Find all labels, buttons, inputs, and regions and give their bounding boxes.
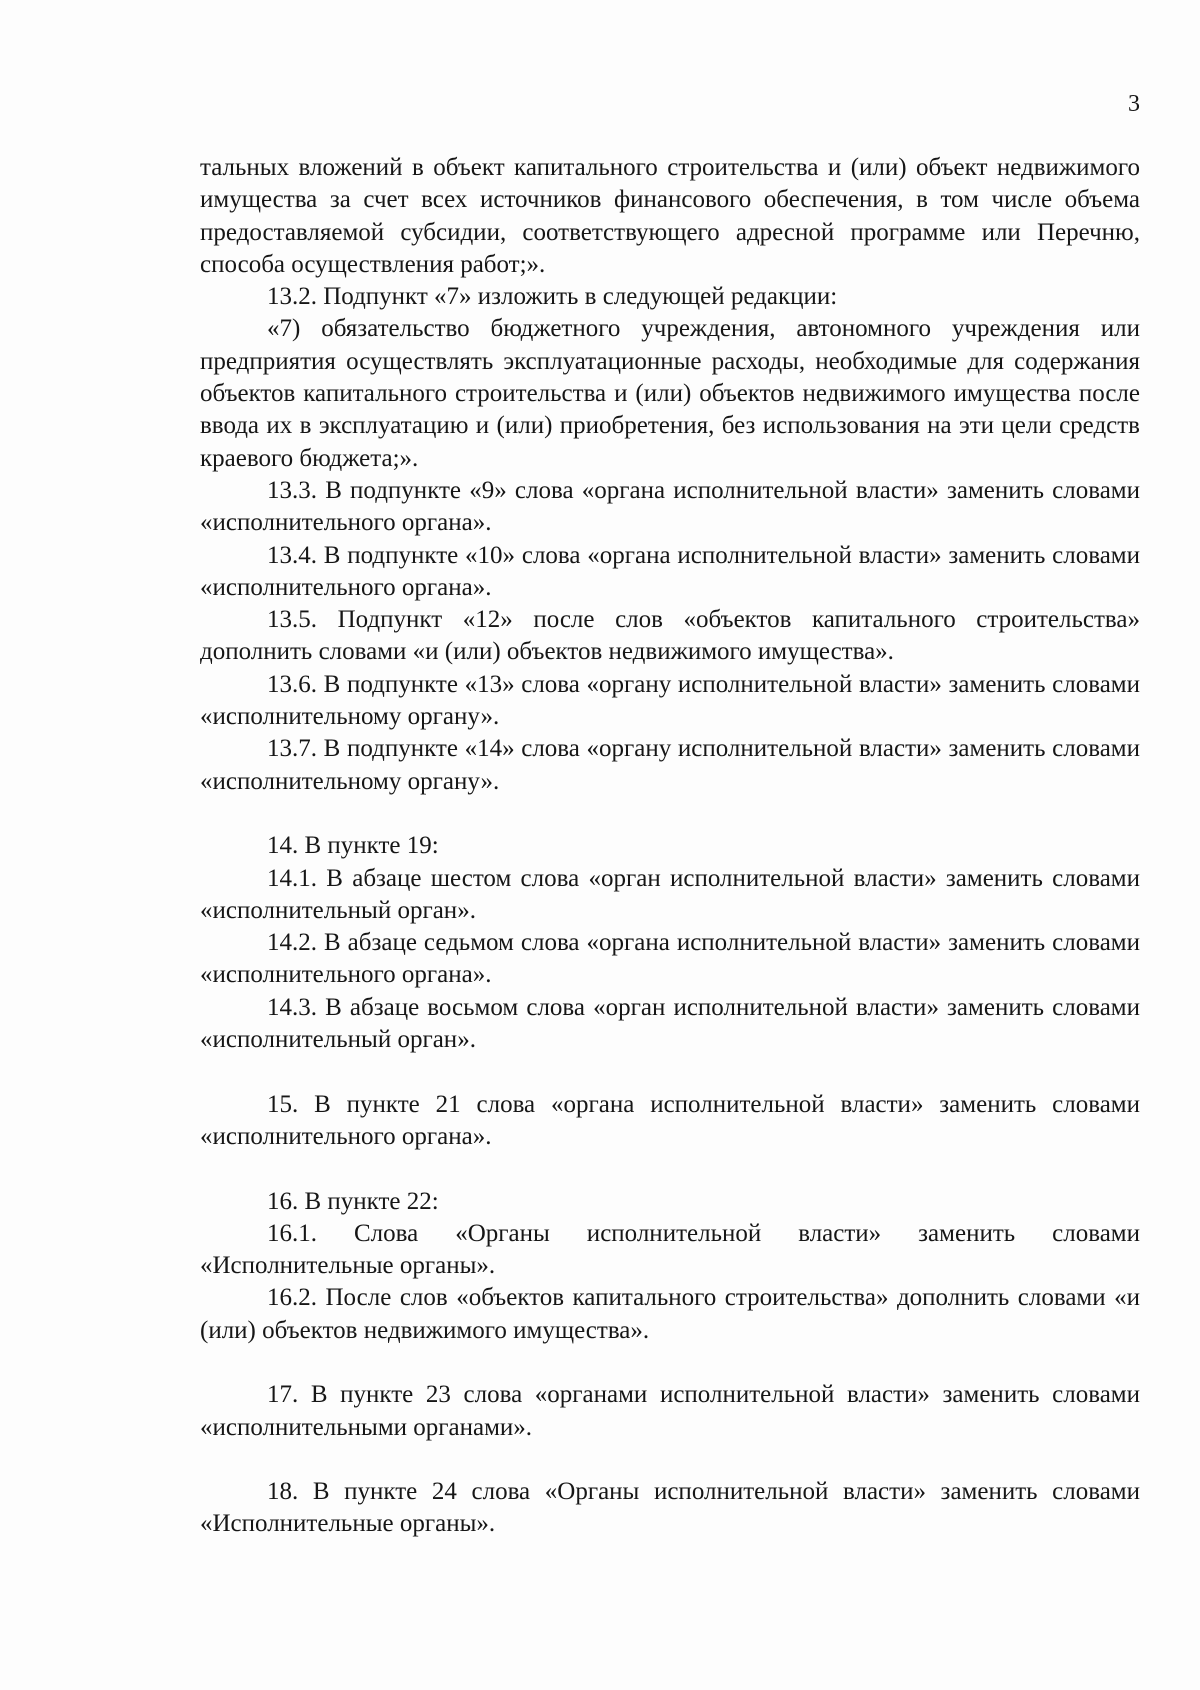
document-body (200, 152, 1140, 1541)
document-paragraph: 17. В пункте 23 слова «органами исполнительной власти» заменить словами «исполнительными органами». (200, 1381, 1140, 1441)
document-paragraph: 13.4. В подпункте «10» слова «органа исполнительной власти» заменить словами «исполнительного органа». (200, 541, 1140, 601)
document-paragraph: 14. В пункте 19: (267, 832, 439, 860)
paragraph-spacer (200, 1153, 1140, 1185)
document-paragraph: 13.3. В подпункте «9» слова «органа исполнительной власти» заменить словами «исполнительного органа». (200, 476, 1140, 537)
document-paragraph: 13.7. В подпункте «14» слова «органу исполнительной власти» заменить словами «исполнительному органу». (200, 735, 1140, 795)
document-paragraph: 14.3. В абзаце восьмом слова «орган исполнительной власти» заменить словами «исполнительный орган». (200, 993, 1140, 1054)
document-paragraph: 13.2. Подпункт «7» изложить в следующей редакции: (267, 283, 838, 311)
paragraph-spacer (200, 798, 1140, 830)
document-paragraph: 18. В пункте 24 слова «Органы исполнительной власти» заменить словами «Исполнительные органы». (200, 1478, 1140, 1538)
document-paragraph: 15. В пункте 21 слова «органа исполнительной власти» заменить словами «исполнительного органа». (200, 1090, 1140, 1150)
paragraph-spacer (200, 1347, 1140, 1379)
document-paragraph: 16. В пункте 22: (267, 1187, 439, 1215)
document-paragraph: 13.6. В подпункте «13» слова «органу исполнительной власти» заменить словами «исполнительному органу». (200, 670, 1140, 731)
paragraph-spacer (200, 1444, 1140, 1476)
document-paragraph: 14.1. В абзаце шестом слова «орган исполнительной власти» заменить словами «исполнительный орган». (200, 864, 1140, 924)
document-paragraph: «7) обязательство бюджетного учреждения, автономного учреждения или предприятия осуществлять эксплуатационные расходы, необходимые для содержания объектов капитального строительства и (или) объектов недвижимого имущества после ввода их в эксплуатацию и (или) приобретения, без использования на эти цели средств краевого бюджета;». (200, 315, 1140, 472)
document-paragraph: 13.5. Подпункт «12» после слов «объектов капитального строительства» дополнить словами «и (или) объектов недвижимого имущества». (200, 606, 1140, 666)
paragraph-spacer (200, 1056, 1140, 1088)
document-paragraph: 16.2. После слов «объектов капитального строительства» дополнить словами «и (или) объектов недвижимого имущества». (200, 1284, 1140, 1344)
document-paragraph: тальных вложений в объект капитального строительства и (или) объект недвижимого имущества за счет всех источников финансового обеспечения, в том числе объема предоставляемой субсидии, соответствующего адресной программе или Перечню, способа осуществления работ;». (200, 154, 1140, 278)
document-paragraph: 14.2. В абзаце седьмом слова «органа исполнительной власти» заменить словами «исполнительного органа». (200, 929, 1140, 989)
page-number: 3 (1128, 91, 1140, 117)
document-paragraph: 16.1. Слова «Органы исполнительной власти» заменить словами «Исполнительные органы». (200, 1219, 1140, 1280)
